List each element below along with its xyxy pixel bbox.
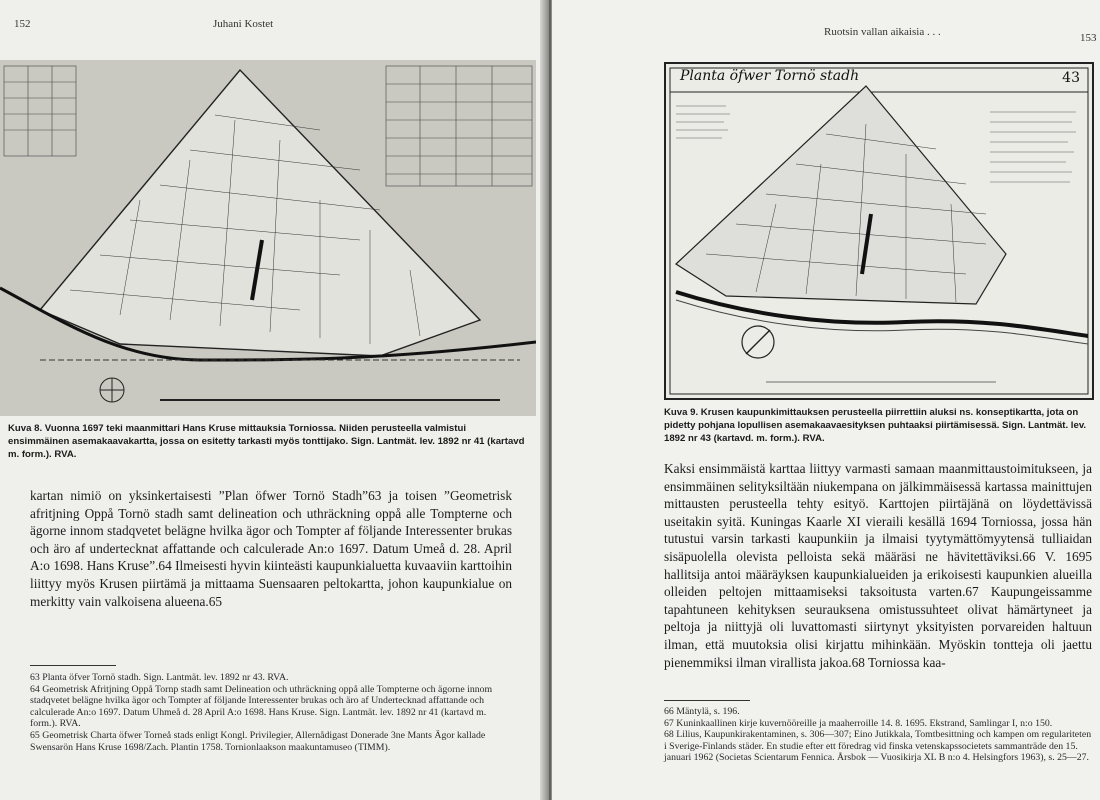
footnote-65: 65 Geometrisk Charta öfwer Torneå stads enligt Kongl. Privilegier, Allernådigast Donerade 3ne Mants Ägor kallade Swensarön Hans Kruse 1698/Zach. Plantin 1758. Tornionlaakson maakuntamuseo (TIMM). <box>30 729 486 753</box>
footnote-64: 64 Geometrisk Afritjning Oppå Tornp stadh samt Delineation och uthräckning oppå alle Tompterne och ägorne innom stadqvetet belägne hvilka ägor och Tompter af följande Interessenter brukas och äro af Undertecknad affattande och calculerade An:o 1697. Datum Uhmeå d. 28 April A:o 1698. Hans Kruse. Sign. Lantmät. lev. 1892 nr 41 (kartavd m. form.). RVA. <box>30 683 493 730</box>
figure-caption-kuva-8: Kuva 8. Vuonna 1697 teki maanmittari Hans Kruse mittauksia Torniossa. Niiden perusteella valmistui ensimmäinen asemakaavakartta, jossa on esitetty tarkasti myös tonttijako. Sign. Lantmät. lev. 1892 nr 41 (kartavd m. form.). RVA. <box>8 423 525 460</box>
footnote-separator-right <box>664 700 750 701</box>
map-title: Planta öfwer Tornö stadh <box>680 68 860 84</box>
left-page <box>0 0 548 800</box>
figure-caption-kuva-9: Kuva 9. Krusen kaupunkimittauksen perusteella piirrettiin aluksi ns. konseptikartta, jota on pidetty pohjana lopullisen asemakaavaesityksen puhtaaksi piirtämisessä. Sign. Lantmät. lev. 1892 nr 43 (kartavd. m. form.). RVA. <box>664 407 1087 444</box>
historical-map-drawing <box>0 60 536 416</box>
footnotes-left <box>30 672 512 753</box>
footnote-63: 63 Planta öfver Tornö stadh. Sign. Lantmät. lev. 1892 nr 43. RVA. <box>30 672 289 683</box>
footnotes-right <box>664 706 1092 764</box>
concept-map-drawing <box>666 64 1092 398</box>
map-image-kuva-8 <box>0 60 536 416</box>
map-image-kuva-9 <box>664 62 1094 400</box>
footnote-66: 66 Mäntylä, s. 196. <box>664 706 740 717</box>
footnote-67: 67 Kuninkaallinen kirje kuvernööreille ja maaherroille 14. 8. 1695. Ekstrand, Samlingar I, n:o 150. <box>664 717 1053 729</box>
running-head-left: Juhani Kostet <box>213 18 274 30</box>
footnote-separator-left <box>30 665 116 666</box>
map-number: 43 <box>1062 70 1080 86</box>
footnote-68: 68 Lilius, Kaupunkirakentaminen, s. 306—307; Eino Jutikkala, Tomtbesittning och kampen om regulariteten i Sverige-Finlands städer. En studie efter ett föredrag vid finska vetenskapssocietets sammanträde den 15. januari 1962 (Societas Scientarum Fennica. Årsbok — Vuosikirja XL B n:o 4. Helsingfors 1963), s. 25—27. <box>664 729 1092 764</box>
body-paragraph-left: kartan nimiö on yksinkertaisesti ”Plan öfwer Tornö Stadh”63 ja toisen ”Geometrisk afritjning Oppå Tornö stadh samt delineation och uthräckning oppå alle Tompterne och ägorne innom stadqvetet belägne hvilka ägor och Tompter af följande Interessenter brukas och äro af undertecknat affattande och calculerade An:o 1697. Datum Umeå d. 28. April A:o 1698. Hans Kruse”.64 Ilmeisesti hyvin kiinteästi kaupunkialuetta kuvaaviin karttoihin liittyy myös Krusen piirtämä ja mittaama Suensaaren peltokartta, johon kaupunkialue on merkitty vain valkoisena alueena.65 <box>30 488 512 609</box>
right-page <box>552 0 1100 800</box>
running-head-right: Ruotsin vallan aikaisia . . . <box>824 26 941 38</box>
page-number-right: 153 <box>1080 32 1097 44</box>
body-paragraph-right: Kaksi ensimmäistä karttaa liittyy varmasti samaan maanmittaustoimitukseen, ja ensimmäinen selityksiltään niukempana on jälkimmäisessä kartassa mainittujen mittausten perusteella tehty esityö. Karttojen piirtäjänä on löydettävissä useitakin syitä. Kuningas Kaarle XI vieraili kesällä 1694 Torniossa, jossa hän tutustui varsin tarkasti kaupunkiin ja ilmaisi tyytymättömyytensä tulliaidan sisäpuolella olevista pelloista sekä määräsi ne hävitettäviksi.66 V. 1695 hallitsija antoi määräyksen kaupunkialueiden ja erikoisesti kaupunkien alueilla olleiden peltojen mittaamiseksi taksoitusta varten.67 Kaupungeissamme tapahtuneen kehityksen seurauksena omistussuhteet olivat hämärtyneet ja peltoja ja niittyjä oli luvattomasti siirtynyt yksityisten porvareiden haltuun ilman, että muutoksia olisi kirjattu mihinkään. Myöskin tontteja oli jaettu pienemmiksi ilman virallista jakoa.68 Torniossa kaa- <box>664 461 1092 670</box>
page-number-left: 152 <box>14 18 31 30</box>
